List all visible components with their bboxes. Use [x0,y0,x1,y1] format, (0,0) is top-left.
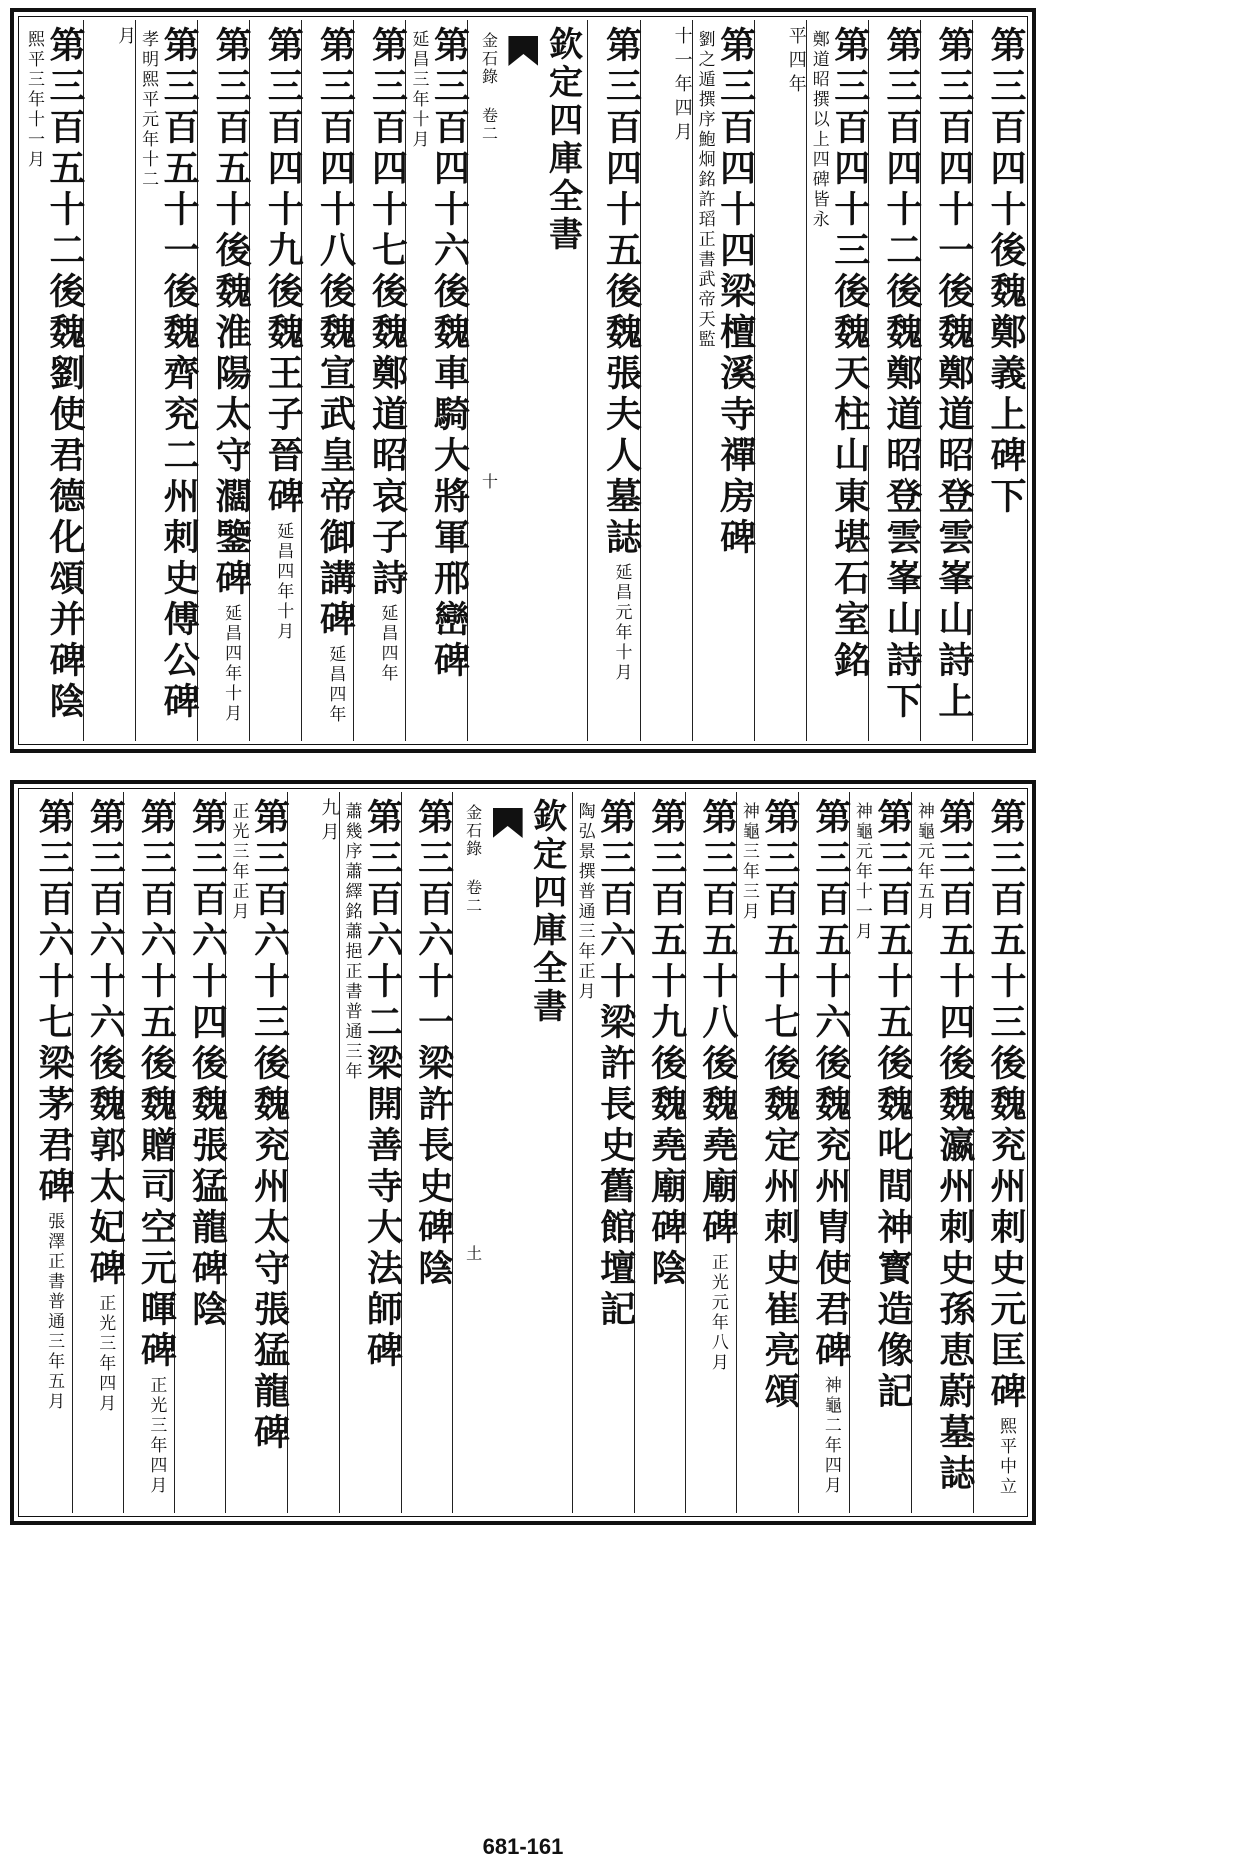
book-title: 欽定四庫全書 [542,26,583,254]
continuation-note: 九月 [318,798,340,846]
entry-column [225,792,291,1513]
entry-title: 第三百四十五後魏張夫人墓誌 [600,26,643,559]
entry-annotation: 熙平中立 [996,1417,1016,1497]
entry-title: 第三百六十四後魏張猛龍碑陰 [186,798,229,1331]
gutter-column [467,20,587,741]
entry-column [849,792,914,1513]
entry-title: 第三百四十九後魏王子晉碑 [262,26,305,518]
entry-column [22,20,86,741]
continuation-note: 十一年四月 [671,26,693,146]
entry-column [806,20,871,741]
fish-tail-mark-icon [508,36,538,66]
entry-column [197,20,253,741]
folio-number: 土 [463,1245,483,1263]
gutter-column [452,792,572,1513]
entry-annotation: 延昌四年 [325,645,346,725]
book-title: 欽定四庫全書 [526,798,567,1026]
entry-title: 第三百五十五後魏叱間神寳造像記 [871,798,914,1413]
entry-column [249,20,305,741]
page-number: 681-161 [482,1834,564,1859]
entry-column [339,792,404,1513]
entry-annotation: 正光三年四月 [95,1294,116,1414]
entry-column [634,792,688,1513]
entry-annotation: 延昌四年 [377,604,398,684]
continuation-note: 平四年 [785,26,807,98]
entry-annotation: 蕭幾序蕭繹銘蕭挹正書普通三年 [341,802,362,1082]
entry-title: 第三百四十一後魏鄭道昭登雲峯山詩上 [932,26,975,723]
entry-title: 第三百四十三後魏天柱山東堪石室銘 [828,26,871,682]
entry-title: 第三百四十後魏鄭義上碑下 [985,26,1027,518]
entry-column [911,792,976,1513]
continuation-column [83,20,135,741]
entry-title: 第三百四十八後魏宣武皇帝御講碑 [314,26,357,641]
entry-annotation: 延昌三年十月 [408,30,429,150]
entry-title: 第三百五十二後魏劉使君德化頌并碑陰 [43,26,86,723]
volume-label: 金石錄 卷二 [463,804,483,915]
entry-column [973,792,1027,1513]
entry-annotation: 鄭道昭撰以上四碑皆永 [808,30,829,230]
entry-title: 第三百五十八後魏堯廟碑 [696,798,739,1249]
entry-column [736,792,801,1513]
entry-column [72,792,127,1513]
entry-annotation: 正光元年八月 [707,1253,728,1373]
entry-annotation: 神龜二年四月 [820,1376,841,1496]
continuation-note: 月 [115,26,137,50]
entry-column [22,792,76,1513]
entry-annotation: 劉之遁撰序鮑炯銘許瑫正書武帝天監 [694,30,715,350]
entry-column [685,792,739,1513]
entry-title: 第三百五十七後魏定州刺史崔亮頌 [758,798,801,1413]
entry-title: 第三百五十九後魏堯廟碑陰 [645,798,688,1290]
entry-column [692,20,757,741]
continuation-column [287,792,338,1513]
entry-title: 第三百六十五後魏贈司空元暉碑 [135,798,178,1372]
entry-column [174,792,229,1513]
entry-column [798,792,852,1513]
bottom-columns [22,792,1027,1513]
entry-annotation: 熙平三年十一月 [23,30,44,170]
bottom-page-frame [10,780,1036,1525]
top-page-frame [10,8,1036,753]
entry-annotation: 延昌元年十月 [611,563,632,683]
entry-annotation: 陶弘景撰普通三年正月 [574,802,595,1002]
entry-title: 第三百五十一後魏齊兖二州刺史傅公碑 [158,26,201,723]
entry-title: 第三百五十後魏淮陽太守𤄃鑒碑 [210,26,253,600]
entry-column [972,20,1027,741]
entry-column [572,792,637,1513]
entry-title: 第三百六十梁許長史舊館壇記 [594,798,637,1331]
entry-title: 第三百六十二梁開善寺大法師碑 [361,798,404,1372]
entry-annotation: 神龜三年三月 [738,802,759,922]
entry-column [405,20,471,741]
entry-column [123,792,178,1513]
entry-title: 第三百六十一梁許長史碑陰 [412,798,455,1290]
entry-title: 第三百六十三後魏兖州太守張猛龍碑 [248,798,291,1454]
top-columns [22,20,1027,741]
entry-annotation: 神龜元年十一月 [851,802,872,942]
fish-tail-mark-icon [493,808,523,838]
entry-title: 第三百四十四梁檀溪寺禪房碑 [714,26,757,559]
entry-annotation: 延昌四年十月 [221,604,242,724]
entry-column [135,20,201,741]
entry-annotation: 延昌四年十月 [273,522,294,642]
entry-annotation: 張澤正書普通三年五月 [44,1212,65,1412]
entry-column [868,20,923,741]
volume-label: 金石錄 卷二 [479,32,499,143]
continuation-column [640,20,692,741]
entry-title: 第三百四十六後魏車騎大將軍邢巒碑 [428,26,471,682]
entry-annotation: 孝明熙平元年十二 [138,30,159,190]
entry-annotation: 神龜元年五月 [913,802,934,922]
entry-title: 第三百六十六後魏郭太妃碑 [84,798,127,1290]
entry-title: 第三百六十七梁茅君碑 [33,798,76,1208]
entry-column [920,20,975,741]
entry-title: 第三百四十七後魏鄭道昭哀子詩 [366,26,409,600]
entry-title: 第三百五十四後魏瀛州刺史孫恵蔚墓誌 [933,798,976,1495]
folio-number: 十 [479,473,499,491]
entry-column [401,792,455,1513]
entry-column [353,20,409,741]
entry-column [301,20,357,741]
entry-annotation: 正光三年四月 [146,1376,167,1496]
entry-title: 第三百五十三後魏兖州刺史元匡碑 [985,798,1027,1413]
continuation-column [754,20,806,741]
entry-column [587,20,643,741]
entry-title: 第三百四十二後魏鄭道昭登雲峯山詩下 [880,26,923,723]
entry-title: 第三百五十六後魏兖州胄使君碑 [809,798,852,1372]
entry-annotation: 正光三年正月 [228,802,249,922]
